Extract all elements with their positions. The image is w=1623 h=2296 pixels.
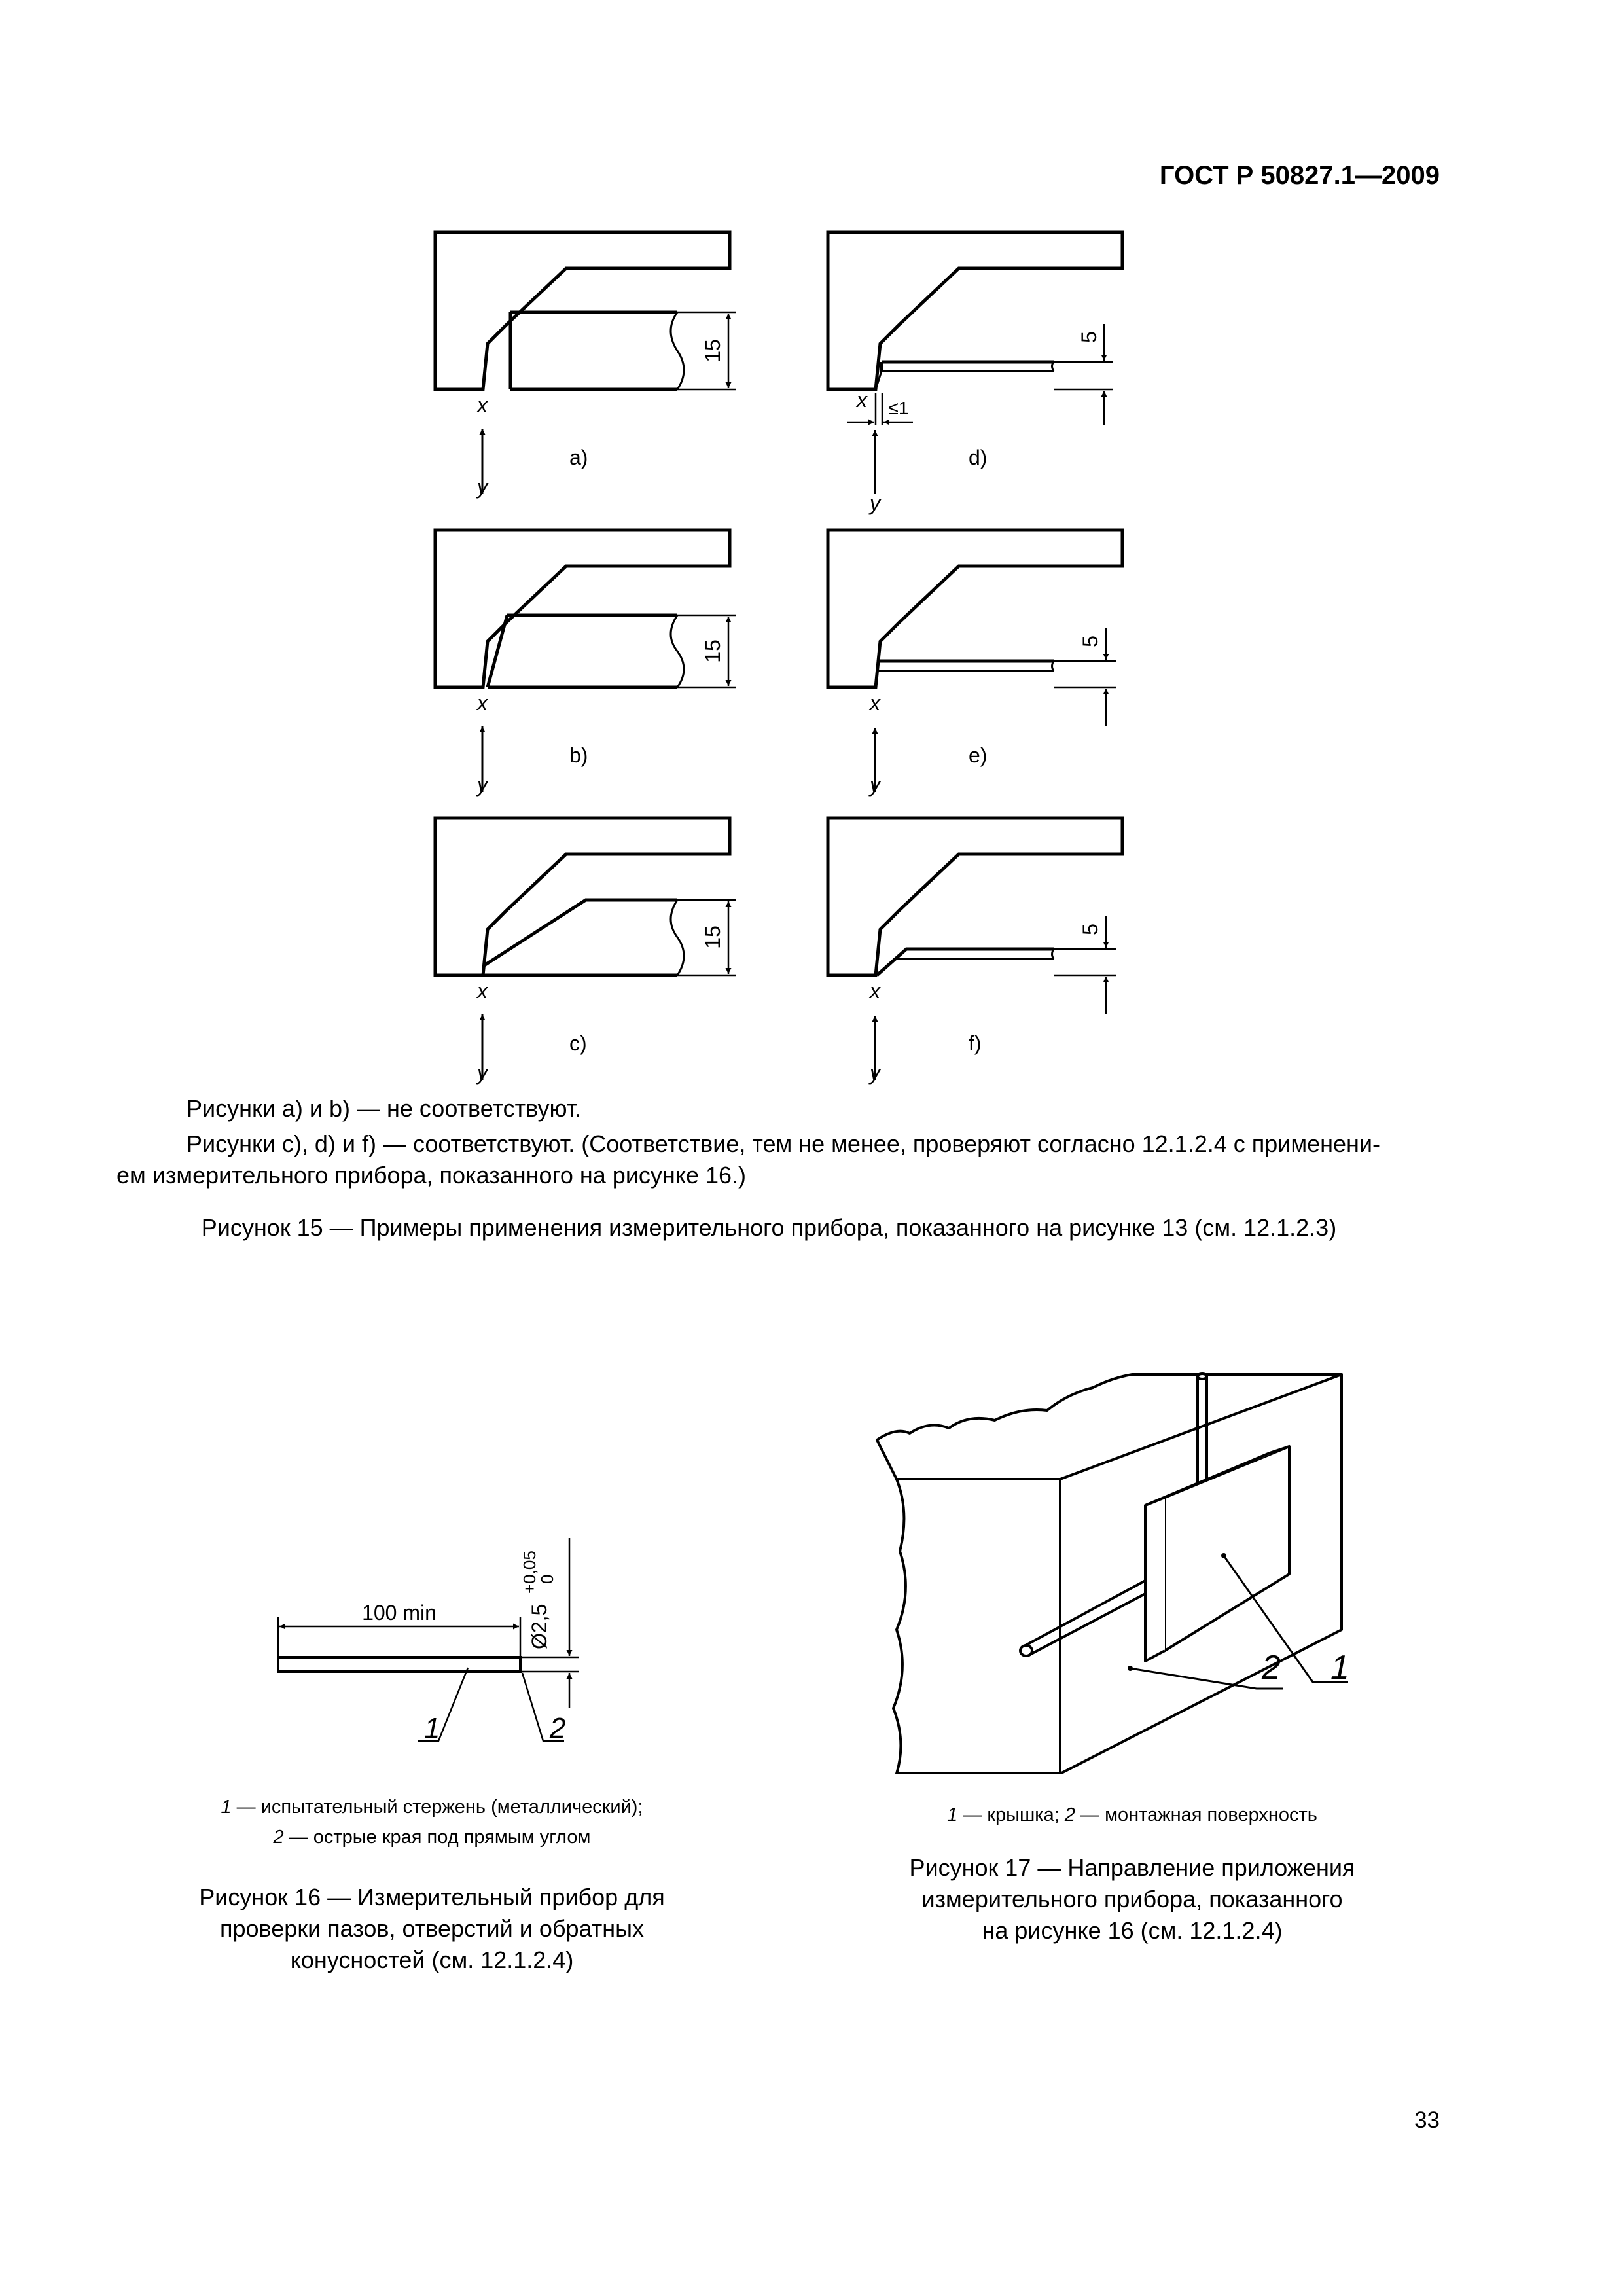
panel-d-x: x <box>857 388 867 412</box>
fig16-legend-1-num: 1 <box>221 1797 232 1818</box>
fig16-tol-upper: +0,05 <box>520 1551 539 1594</box>
fig16-caption-line-2: проверки пазов, отверстий и обратных <box>220 1915 644 1942</box>
fig17-caption-line-1: Рисунок 17 — Направление приложения <box>909 1854 1355 1881</box>
fig16-marker-1: 1 <box>424 1712 440 1744</box>
panel-d-dim: 5 <box>1077 331 1101 343</box>
panel-f-y: y <box>870 1061 880 1085</box>
fig15-caption: Рисунок 15 — Примеры применения измерительного прибора, показанного на рисунке 13 (см. 12.1.2.3) <box>201 1214 1337 1241</box>
panel-b-x: x <box>477 691 488 715</box>
figure-17-drawing <box>870 1316 1407 1774</box>
figure-15-drawing <box>0 0 1623 1113</box>
page-number: 33 <box>1414 2108 1440 2133</box>
fig16-diameter-label: Ø2,5 <box>527 1604 551 1649</box>
fig16-legend-2 <box>98 1822 766 1852</box>
panel-c-dim: 15 <box>701 925 724 949</box>
panel-a-y: y <box>477 475 488 499</box>
fig17-caption-line-2: измерительного прибора, показанного <box>921 1886 1343 1912</box>
fig15-note-1: Рисунки a) и b) — не соответствуют. <box>187 1095 582 1122</box>
fig16-caption-line-3: конусностей (см. 12.1.2.4) <box>290 1946 574 1973</box>
panel-e-dim: 5 <box>1079 636 1102 647</box>
fig16-legend-2-num: 2 <box>273 1827 284 1848</box>
fig16-caption-line-1: Рисунок 16 — Измерительный прибор для <box>199 1884 665 1910</box>
fig16-legend-2-text: — острые края под прямым углом <box>283 1827 591 1848</box>
fig16-length-label: 100 min <box>362 1601 437 1624</box>
fig15-note-2-line-2: ем измерительного прибора, показанного на рисунке 16.) <box>116 1162 747 1189</box>
panel-b-y: y <box>477 773 488 797</box>
panel-e-y: y <box>870 773 880 797</box>
panel-e-label: e) <box>969 744 988 767</box>
fig17-marker-1: 1 <box>1330 1649 1349 1687</box>
panel-b-dim: 15 <box>701 639 724 663</box>
fig17-legend-text-1: — крышка; <box>957 1804 1065 1825</box>
panel-c-y: y <box>477 1061 488 1085</box>
panel-f-dim: 5 <box>1079 924 1102 935</box>
fig17-legend-num-2: 2 <box>1064 1804 1075 1825</box>
panel-f-x: x <box>870 979 880 1003</box>
panel-b-label: b) <box>569 744 588 767</box>
fig15-note-2-line-1: Рисунки c), d) и f) — соответствуют. (Соответствие, тем не менее, проверяют согласно 12.1.2.4 с применени- <box>187 1130 1381 1157</box>
fig16-marker-2: 2 <box>550 1712 566 1744</box>
fig16-legend-1-text: — испытательный стержень (металлический); <box>231 1797 643 1818</box>
fig17-legend-text-2: — монтажная поверхность <box>1075 1804 1317 1825</box>
panel-a-label: a) <box>569 446 588 469</box>
fig17-marker-2: 2 <box>1262 1649 1281 1687</box>
panel-d-y: y <box>870 492 880 515</box>
panel-a-dim: 15 <box>701 339 724 363</box>
panel-e-x: x <box>870 691 880 715</box>
fig17-legend <box>844 1800 1420 1830</box>
fig16-legend-1 <box>98 1792 766 1822</box>
panel-c-x: x <box>477 979 488 1003</box>
panel-d-label: d) <box>969 446 988 469</box>
document-id: ГОСТ Р 50827.1—2009 <box>1159 161 1440 190</box>
fig17-legend-num-1: 1 <box>947 1804 958 1825</box>
fig16-tol-lower: 0 <box>537 1574 557 1584</box>
figure-16-drawing <box>249 1518 615 1767</box>
panel-f-label: f) <box>969 1031 982 1055</box>
panel-c-label: c) <box>569 1031 587 1055</box>
fig17-caption-line-3: на рисунке 16 (см. 12.1.2.4) <box>982 1917 1283 1944</box>
panel-d-gap: ≤1 <box>888 398 909 418</box>
panel-a-x: x <box>477 393 488 417</box>
